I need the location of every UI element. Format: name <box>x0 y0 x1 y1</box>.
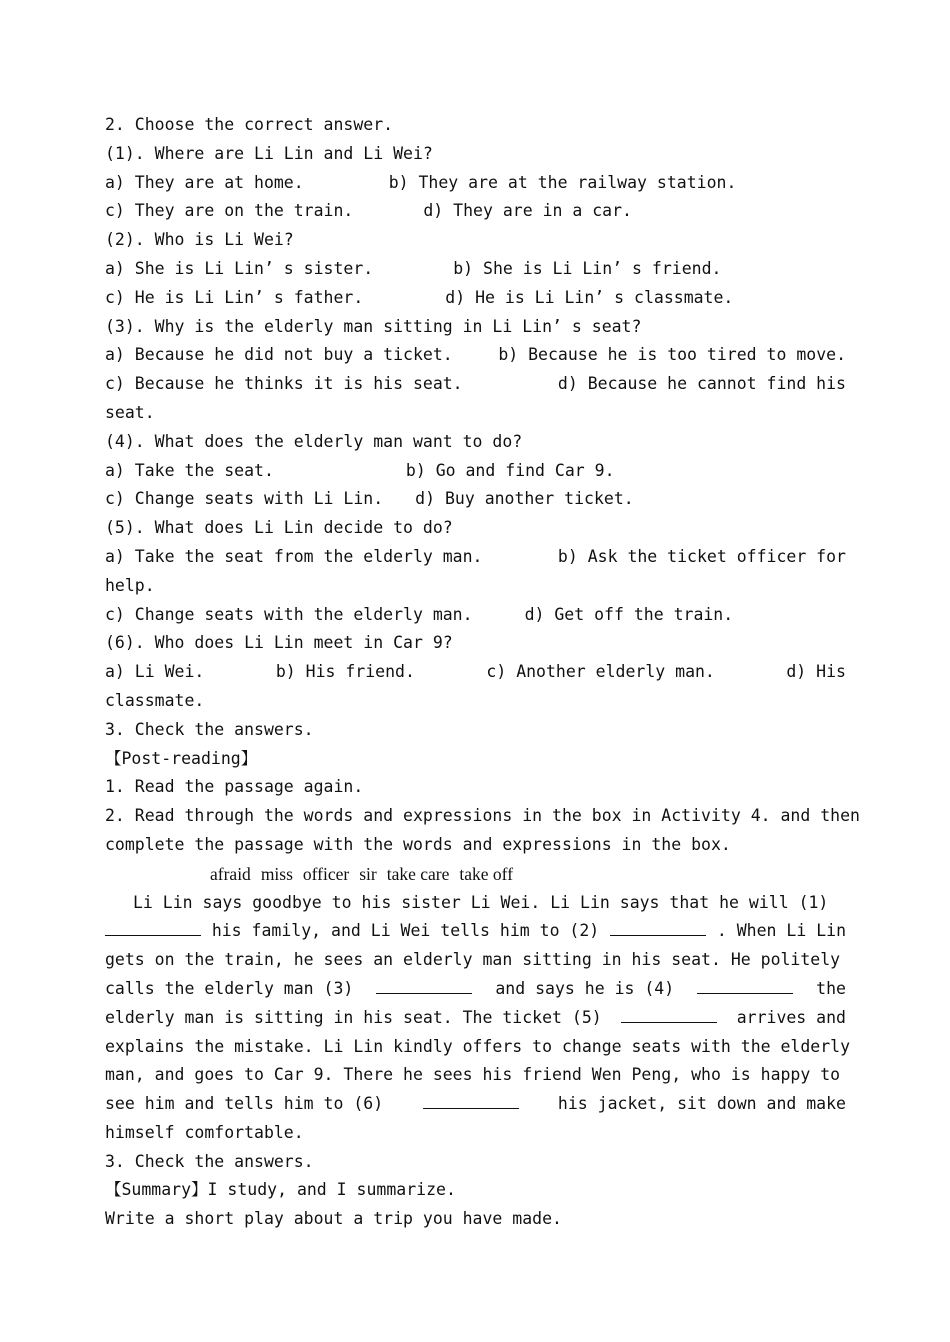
q5-option-b-continued: help. <box>105 575 155 595</box>
passage-line-7: man, and goes to Car 9. There he sees his friend Wen Peng, who is happy to <box>105 1065 841 1085</box>
question-5: (5). What does Li Lin decide to do? <box>105 518 453 538</box>
blank-2[interactable] <box>610 917 706 936</box>
word-1: afraid <box>210 863 251 884</box>
q6-option-d-continued: classmate. <box>105 690 205 710</box>
post-item-2-line-1: 2. Read through the words and expressions in the box in Activity 4. and then <box>105 806 860 826</box>
word-box <box>105 860 846 889</box>
q1-option-b: b) They are at the railway station. <box>388 172 737 192</box>
q1-options-cd <box>105 197 846 226</box>
q4-option-a: a) Take the seat. <box>105 460 274 480</box>
word-6: take off <box>459 863 514 884</box>
q3-option-b: b) Because he is too tired to move. <box>498 345 846 365</box>
q5-options-cd <box>105 601 846 630</box>
post-item-1: 1. Read the passage again. <box>105 777 364 797</box>
blank-1[interactable] <box>105 917 201 936</box>
word-4: sir <box>359 863 377 884</box>
q6-options <box>105 658 846 687</box>
q4-options-ab <box>105 457 846 486</box>
question-1: (1). Where are Li Lin and Li Wei? <box>105 143 433 163</box>
q2-options-ab <box>105 255 846 284</box>
q1-option-d: d) They are in a car. <box>423 201 632 221</box>
word-3: officer <box>302 863 350 884</box>
passage-line-4: calls the elderly man (3) and says he is (4) the <box>105 975 846 1004</box>
blank-3[interactable] <box>376 975 472 994</box>
question-3: (3). Why is the elderly man sitting in Li Lin’ s seat? <box>105 316 642 336</box>
passage-line-1: Li Lin says goodbye to his sister Li Wei. Li Lin says that he will (1) <box>133 892 829 912</box>
passage-line-2: his family, and Li Wei tells him to (2) . When Li Lin <box>105 917 846 946</box>
question-4: (4). What does the elderly man want to do? <box>105 431 523 451</box>
q3-options-ab <box>105 341 846 370</box>
check-answers-1: 3. Check the answers. <box>105 719 314 739</box>
question-6: (6). Who does Li Lin meet in Car 9? <box>105 633 453 653</box>
q3-options-cd <box>105 370 846 399</box>
question-2: (2). Who is Li Wei? <box>105 230 294 250</box>
q3-option-d: d) Because he cannot find his <box>557 374 846 394</box>
check-answers-2: 3. Check the answers. <box>105 1151 314 1171</box>
q6-option-a: a) Li Wei. <box>105 662 205 682</box>
q5-option-b: b) Ask the ticket officer for <box>557 546 846 566</box>
q2-option-c: c) He is Li Lin’ s father. <box>105 287 364 307</box>
q1-option-a: a) They are at home. <box>105 172 304 192</box>
post-reading-heading: 【Post-reading】 <box>105 748 258 768</box>
q4-option-d: d) Buy another ticket. <box>415 489 634 509</box>
blank-6[interactable] <box>423 1090 519 1109</box>
q2-option-b: b) She is Li Lin’ s friend. <box>453 258 722 278</box>
q5-option-a: a) Take the seat from the elderly man. <box>105 546 483 566</box>
q4-options-cd <box>105 485 846 514</box>
post-item-2-line-2: complete the passage with the words and expressions in the box. <box>105 834 731 854</box>
section-heading: 2. Choose the correct answer. <box>105 115 394 134</box>
blank-5[interactable] <box>621 1004 717 1023</box>
passage-line-9: himself comfortable. <box>105 1122 304 1142</box>
passage-line-3: gets on the train, he sees an elderly man sitting in his seat. He politely <box>105 950 841 970</box>
word-2: miss <box>260 863 293 884</box>
blank-4[interactable] <box>697 975 793 994</box>
q3-option-c: c) Because he thinks it is his seat. <box>105 374 463 394</box>
q4-option-b: b) Go and find Car 9. <box>405 460 615 480</box>
q2-option-a: a) She is Li Lin’ s sister. <box>105 258 374 278</box>
q3-option-a: a) Because he did not buy a ticket. <box>105 345 453 365</box>
q2-option-d: d) He is Li Lin’ s classmate. <box>445 287 734 307</box>
summary-heading: 【Summary】I study, and I summarize. <box>105 1180 456 1200</box>
summary-task: Write a short play about a trip you have made. <box>105 1209 562 1229</box>
passage-line-5: elderly man is sitting in his seat. The ticket (5) arrives and <box>105 1004 846 1033</box>
q1-options-ab <box>105 169 846 198</box>
worksheet-page <box>105 111 860 1234</box>
q5-options-ab <box>105 543 846 572</box>
q1-option-c: c) They are on the train. <box>105 201 354 221</box>
passage-line-8: see him and tells him to (6) his jacket, sit down and make <box>105 1090 846 1119</box>
q5-option-c: c) Change seats with the elderly man. <box>105 604 473 624</box>
q3-option-d-continued: seat. <box>105 402 155 422</box>
q5-option-d: d) Get off the train. <box>524 604 734 624</box>
word-5: take care <box>386 863 450 884</box>
q2-options-cd <box>105 284 846 313</box>
q6-option-d: d) His <box>786 662 846 682</box>
q6-option-c: c) Another elderly man. <box>486 662 715 682</box>
q6-option-b: b) His friend. <box>275 662 415 682</box>
passage-line-6: explains the mistake. Li Lin kindly offers to change seats with the elderly <box>105 1036 851 1056</box>
q4-option-c: c) Change seats with Li Lin. <box>105 489 384 509</box>
